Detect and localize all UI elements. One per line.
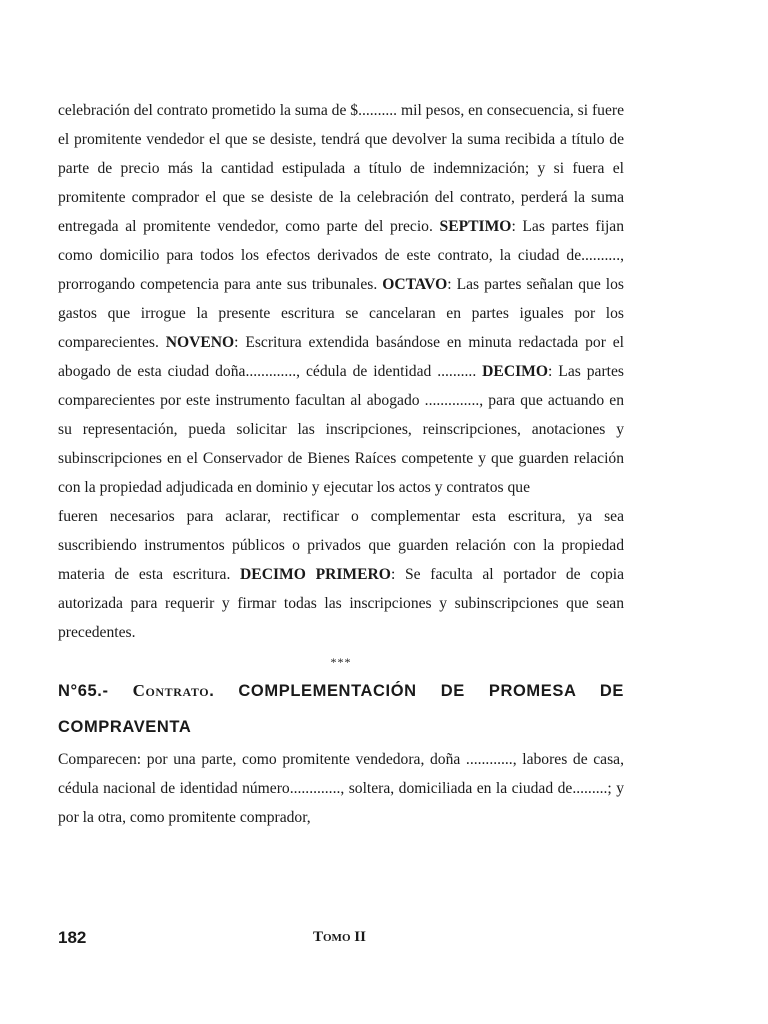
clause-label-decimo-primero: DECIMO PRIMERO [240, 566, 391, 583]
paragraph-2-text-a: fueren necesarios para aclarar, rectificar o complementar esta escritura, ya sea suscribiendo instrumentos públicos o privados que guarden relación con la propiedad materia de esta escritura. [58, 508, 624, 583]
clause-label-octavo: OCTAVO [382, 276, 448, 293]
page-content [58, 96, 624, 832]
heading-title: . COMPLEMENTACIÓN DE PROMESA DE COMPRAVENTA [58, 682, 624, 736]
heading-contrato: Contrato [132, 681, 210, 700]
body-paragraph-1 [58, 96, 624, 502]
section-heading [58, 673, 624, 745]
volume-label: Tomo II [313, 929, 366, 945]
section-separator: *** [330, 655, 352, 669]
paragraph-1-text-e: : Las partes comparecientes por este instrumento facultan al abogado .............., para que actuando en su representación, pueda solicitar las inscripciones, reinscripciones, anotaciones y subinscripciones en el Conservador de Bienes Raíces competente y que guarden relación con la propiedad adjudicada en dominio y ejecutar los actos y contratos que [58, 363, 624, 496]
heading-number: N°65.- [58, 682, 109, 700]
clause-label-decimo: DECIMO [482, 363, 549, 380]
paragraph-1-text-c: : Las partes señalan que los gastos que irrogue la presente escritura se cancelaran en partes iguales por los comparecientes. [58, 276, 625, 351]
page-number: 182 [58, 928, 87, 947]
paragraph-1-text-a: celebración del contrato prometido la suma de $.......... mil pesos, en consecuencia, si fuere el promitente vendedor el que se desiste, tendrá que devolver la suma recibida a título de parte de precio más la cantidad estipulada a título de indemnización; y si fuera el promitente comprador el que se desiste de la celebración del contrato, perderá la suma entregada al promitente vendedor, como parte del precio. [58, 102, 624, 235]
paragraph-1-text-d: : Escritura extendida basándose en minuta redactada por el abogado de esta ciudad doña............., cédula de identidad .......... [58, 334, 624, 380]
clause-label-septimo: SEPTIMO [439, 218, 512, 235]
page-footer [58, 928, 624, 954]
body-paragraph-2 [58, 502, 624, 647]
paragraph-2-text-b: : Se faculta al portador de copia autorizada para requerir y firmar todas las inscripciones y subinscripciones que sean precedentes. [58, 566, 624, 641]
clause-label-noveno: NOVENO [165, 334, 235, 351]
paragraph-1-text-b: : Las partes fijan como domicilio para todos los efectos derivados de este contrato, la ciudad de.........., prorrogando competencia para ante sus tribunales. [58, 218, 625, 293]
body-paragraph-3: Comparecen: por una parte, como promitente vendedora, doña ............, labores de casa, cédula nacional de identidad número............., soltera, domiciliada en la ciudad de.........; y por la otra, como promitente comprador, [58, 751, 624, 826]
